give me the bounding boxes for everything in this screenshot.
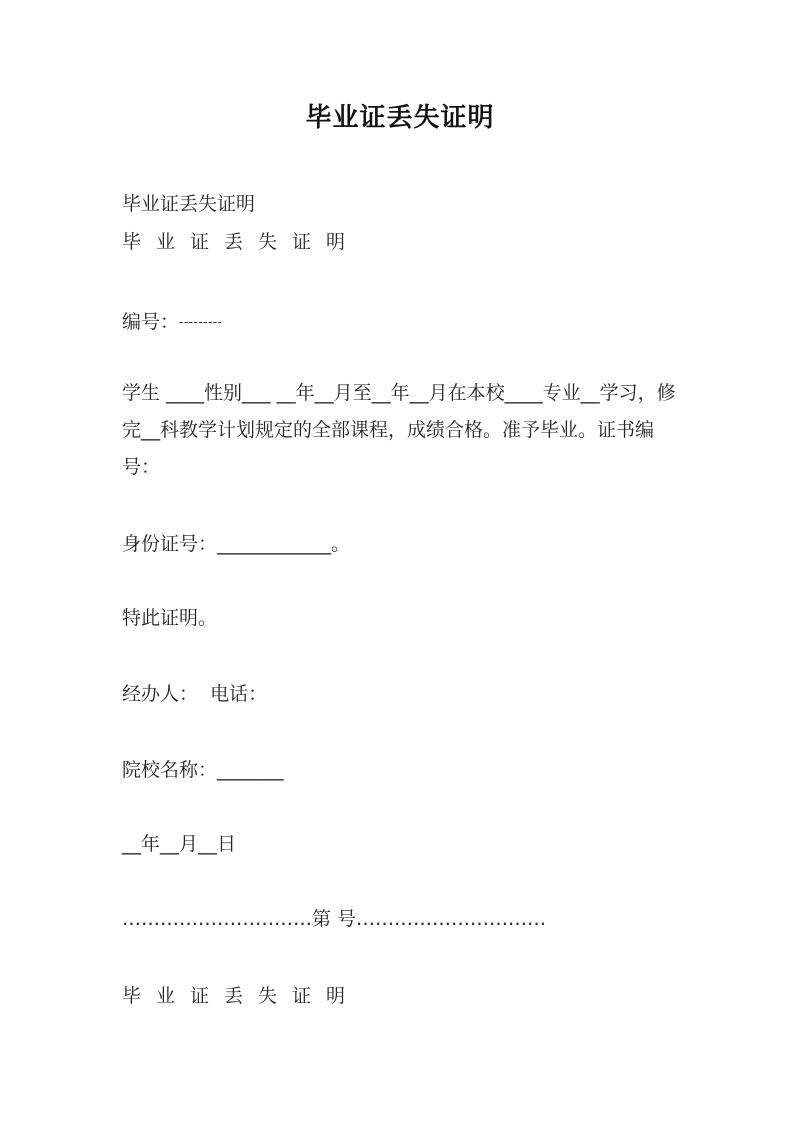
- stub-number-line: …………………………第 号…………………………: [122, 908, 547, 930]
- page-title: 毕业证丢失证明: [305, 103, 495, 133]
- number-value: ---------: [179, 315, 223, 329]
- body-paragraph: 学生 ____性别___ __年__月至__年__月在本校____专业__学习，修完__科教学计划规定的全部课程，成绩合格。准予毕业。证书编号：: [122, 382, 676, 478]
- school-name-line: 院校名称：_______: [122, 759, 284, 781]
- subtitle: 毕业证丢失证明: [122, 193, 256, 215]
- handler-phone-line: 经办人： 电话：: [122, 683, 268, 705]
- number-row: [122, 308, 223, 336]
- footer-spaced-title: 毕业证丢失证明: [122, 985, 361, 1007]
- certify-line: 特此证明。: [122, 607, 218, 629]
- number-label: 编号：: [122, 311, 180, 333]
- date-line: __年__月__日: [122, 833, 237, 855]
- id-number-line: 身份证号：____________。: [122, 533, 351, 555]
- subtitle-spaced: 毕业证丢失证明: [122, 231, 361, 253]
